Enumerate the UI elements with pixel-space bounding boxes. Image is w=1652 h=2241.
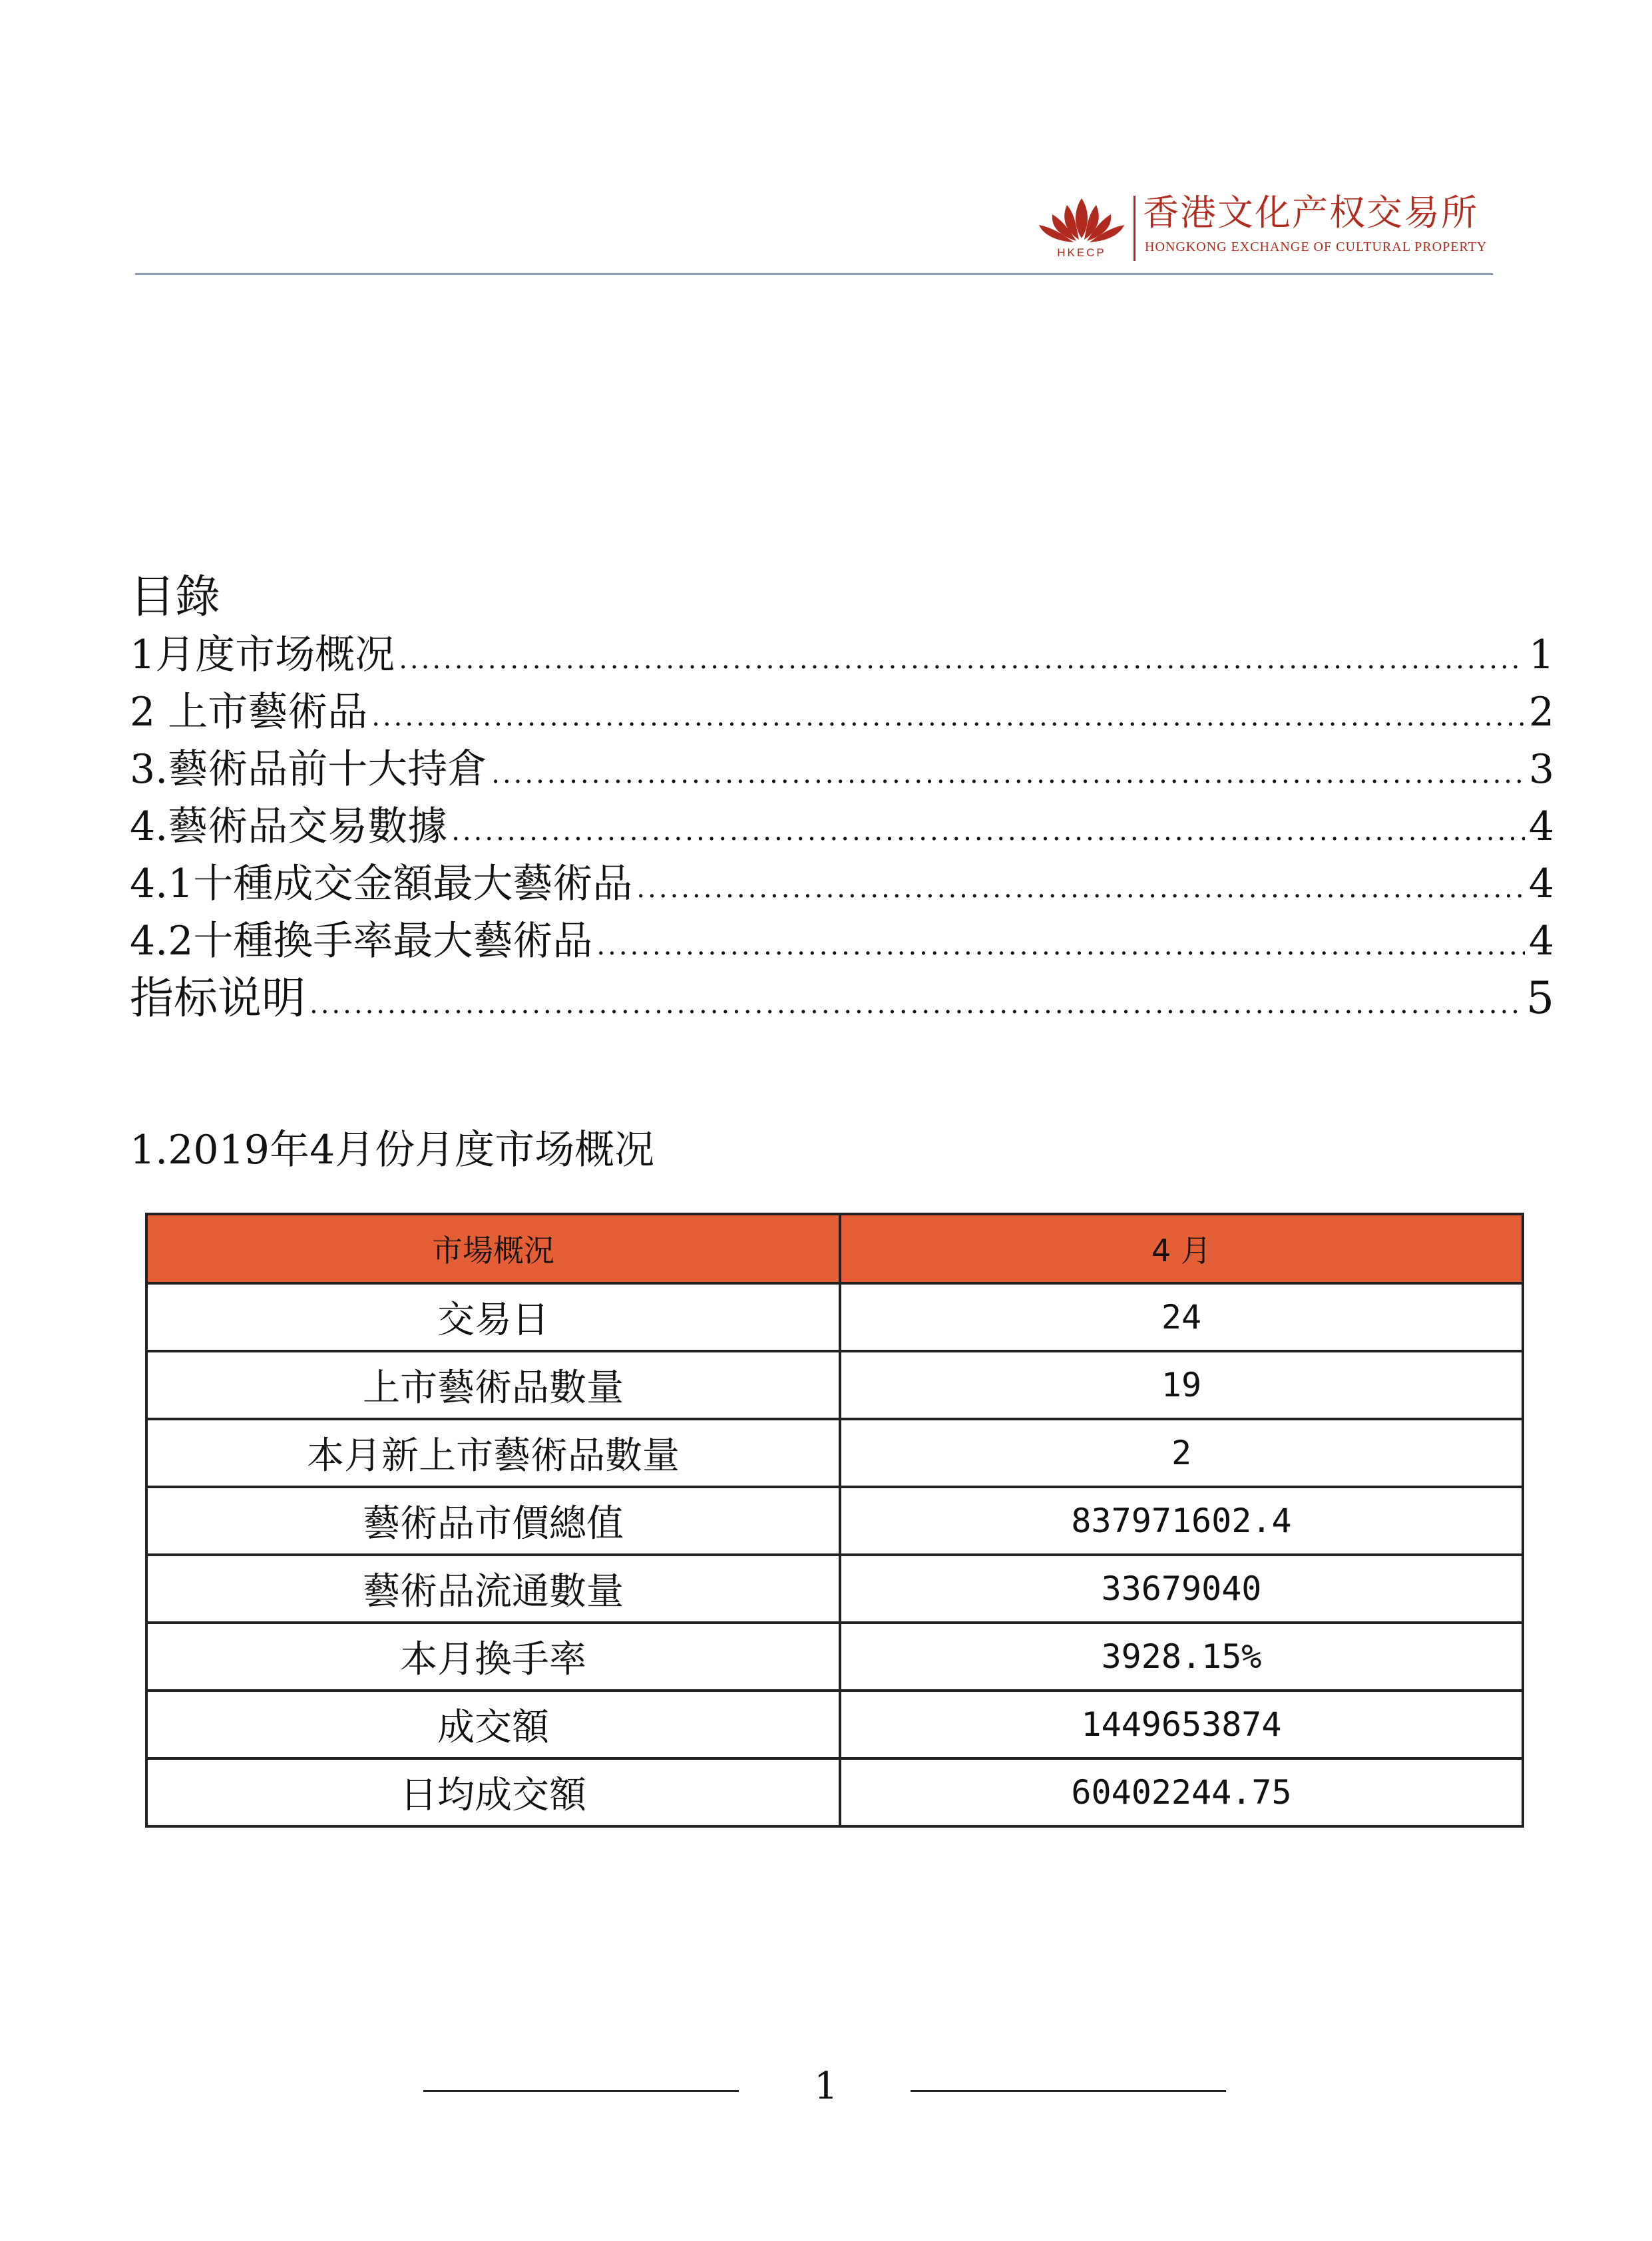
toc-item-label: 4.藝術品交易數據 bbox=[130, 803, 448, 850]
toc-leader-dots bbox=[636, 860, 1524, 917]
lotus-logo-icon bbox=[1035, 192, 1128, 264]
toc-item[interactable] bbox=[130, 626, 1554, 684]
row-label: 交易日 bbox=[146, 1283, 840, 1351]
logo-abbreviation: HKECP bbox=[1057, 246, 1106, 259]
row-value: 60402244.75 bbox=[840, 1758, 1523, 1826]
market-overview-table bbox=[145, 1213, 1524, 1828]
table-row bbox=[146, 1283, 1523, 1351]
footer-rule-left bbox=[423, 2090, 739, 2092]
toc-item-label: 3.藝術品前十大持倉 bbox=[130, 746, 488, 793]
hkecp-logo bbox=[1035, 192, 1501, 265]
toc-item[interactable] bbox=[130, 741, 1554, 798]
row-value: 837971602.4 bbox=[840, 1487, 1523, 1555]
toc-item[interactable] bbox=[130, 684, 1554, 741]
toc-item-label: 4.2十種換手率最大藝術品 bbox=[130, 918, 593, 964]
toc-item-page: 4 bbox=[1528, 861, 1554, 907]
logo-chinese-name: 香港文化产权交易所 bbox=[1143, 192, 1478, 234]
toc-item[interactable] bbox=[130, 798, 1554, 855]
toc-title: 目錄 bbox=[130, 571, 221, 624]
table-row bbox=[146, 1487, 1523, 1555]
toc-item-label: 1月度市场概况 bbox=[130, 632, 395, 678]
table-header-row bbox=[146, 1214, 1523, 1283]
row-value: 33679040 bbox=[840, 1555, 1523, 1623]
toc-item-page: 1 bbox=[1528, 632, 1554, 678]
table-row bbox=[146, 1623, 1523, 1691]
header-divider bbox=[135, 273, 1493, 275]
toc-item-label: 2 上市藝術品 bbox=[130, 689, 368, 735]
toc-leader-dots bbox=[399, 631, 1525, 688]
toc-leader-dots bbox=[491, 745, 1525, 803]
row-value: 24 bbox=[840, 1283, 1523, 1351]
toc-item-page: 4 bbox=[1528, 803, 1554, 850]
row-label: 成交額 bbox=[146, 1691, 840, 1758]
table-row bbox=[146, 1691, 1523, 1758]
table-row bbox=[146, 1555, 1523, 1623]
toc-leader-dots bbox=[310, 976, 1522, 1033]
toc-item-label: 指标说明 bbox=[130, 972, 306, 1024]
toc-item-page: 4 bbox=[1528, 918, 1554, 964]
toc-item[interactable] bbox=[130, 855, 1554, 913]
logo-english-name: HONGKONG EXCHANGE OF CULTURAL PROPERTY bbox=[1145, 240, 1488, 254]
row-label: 本月換手率 bbox=[146, 1623, 840, 1691]
footer-rule-right bbox=[911, 2090, 1226, 2092]
page-number: 1 bbox=[814, 2065, 838, 2108]
section-heading: 1.2019年4月份月度市场概况 bbox=[130, 1127, 655, 1173]
toc-item-label: 4.1十種成交金額最大藝術品 bbox=[130, 861, 633, 907]
table-of-contents bbox=[130, 569, 1554, 1027]
toc-item-page: 3 bbox=[1528, 746, 1554, 793]
table-row bbox=[146, 1419, 1523, 1487]
row-value: 2 bbox=[840, 1419, 1523, 1487]
toc-item[interactable] bbox=[130, 913, 1554, 970]
page-header bbox=[0, 0, 1652, 280]
row-label: 藝術品流通數量 bbox=[146, 1555, 840, 1623]
table-row bbox=[146, 1351, 1523, 1419]
toc-item-page: 2 bbox=[1528, 689, 1554, 735]
toc-item-page: 5 bbox=[1526, 972, 1554, 1024]
column-header: 4 月 bbox=[840, 1214, 1523, 1283]
table-row bbox=[146, 1758, 1523, 1826]
row-label: 上市藝術品數量 bbox=[146, 1351, 840, 1419]
row-value: 19 bbox=[840, 1351, 1523, 1419]
row-value: 3928.15% bbox=[840, 1623, 1523, 1691]
row-label: 藝術品市價總值 bbox=[146, 1487, 840, 1555]
toc-leader-dots bbox=[451, 803, 1525, 860]
row-value: 1449653874 bbox=[840, 1691, 1523, 1758]
row-label: 日均成交額 bbox=[146, 1758, 840, 1826]
toc-leader-dots bbox=[596, 917, 1524, 974]
row-label: 本月新上市藝術品數量 bbox=[146, 1419, 840, 1487]
toc-item[interactable] bbox=[130, 970, 1554, 1027]
toc-leader-dots bbox=[371, 688, 1525, 745]
logo-divider bbox=[1134, 196, 1136, 261]
column-header: 市場概況 bbox=[146, 1214, 840, 1283]
